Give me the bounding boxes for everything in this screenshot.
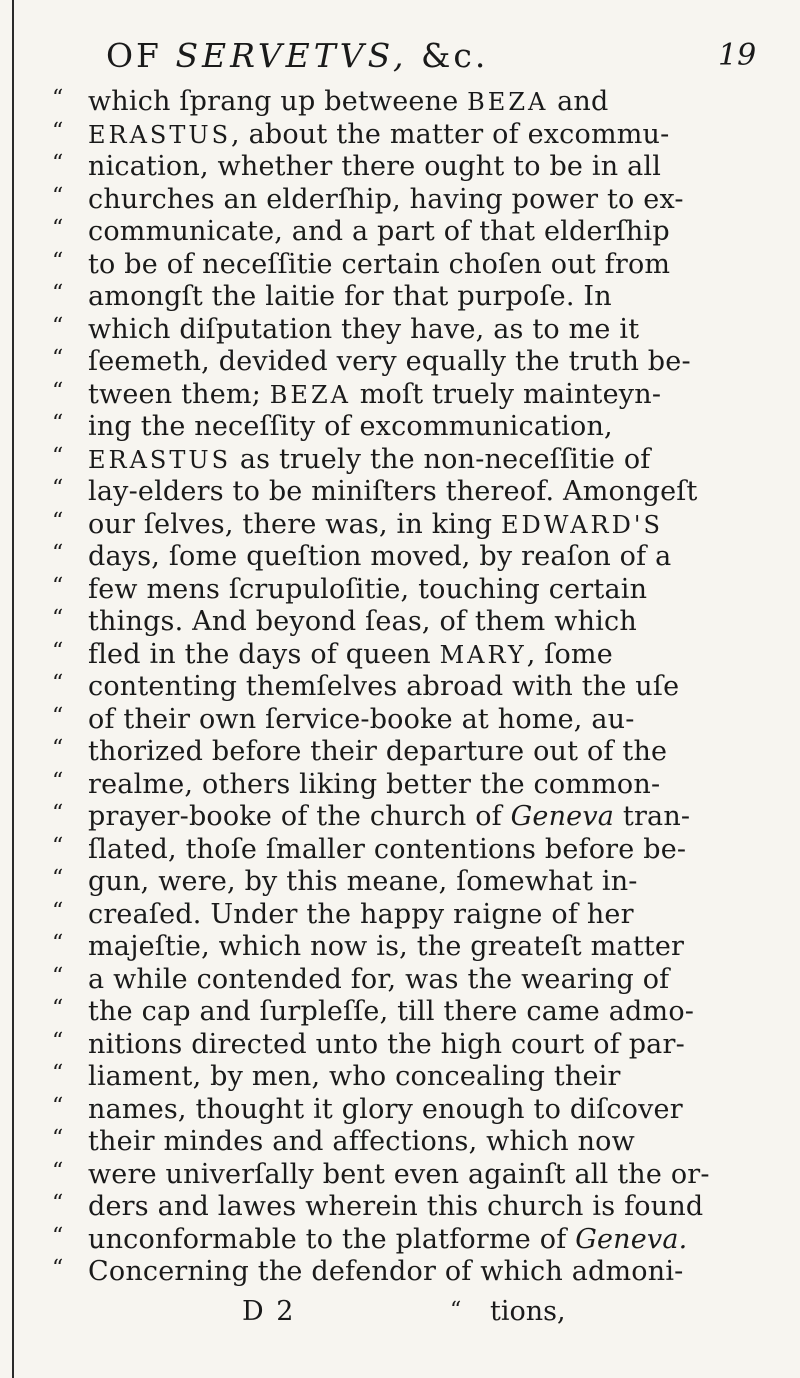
line-text bbox=[88, 866, 638, 897]
line-text bbox=[88, 314, 639, 345]
text-line bbox=[0, 184, 800, 218]
margin-quote-mark: “ bbox=[52, 541, 63, 566]
margin-quote-mark: “ bbox=[52, 151, 63, 176]
text-run: Concerning the defendor of which admoni- bbox=[88, 1256, 684, 1287]
text-line bbox=[0, 411, 800, 445]
line-text bbox=[88, 216, 670, 247]
line-text bbox=[88, 931, 684, 962]
text-run: prayer-booke of the church of bbox=[88, 801, 511, 832]
margin-quote-mark: “ bbox=[52, 736, 63, 761]
margin-quote-mark: “ bbox=[52, 313, 63, 339]
text-line bbox=[0, 216, 800, 250]
text-line bbox=[0, 866, 800, 900]
small-caps-name: MARY bbox=[439, 640, 527, 669]
margin-quote-mark: “ bbox=[52, 443, 63, 469]
text-line bbox=[0, 1159, 800, 1193]
running-header bbox=[100, 36, 800, 86]
text-run: few mens ſcrupuloſitie, touching certain bbox=[88, 573, 648, 605]
text-line bbox=[0, 606, 800, 640]
text-run: , ſome bbox=[526, 638, 613, 670]
margin-quote-mark: “ bbox=[52, 833, 63, 859]
margin-quote-mark: “ bbox=[52, 1256, 63, 1281]
text-line bbox=[0, 444, 800, 478]
line-text bbox=[88, 249, 670, 280]
line-text bbox=[88, 606, 637, 637]
line-text bbox=[88, 541, 671, 572]
text-run: communicate, and a part of that elderſhip bbox=[88, 216, 670, 247]
margin-quote-mark: “ bbox=[52, 963, 63, 989]
text-run: tran- bbox=[614, 801, 691, 832]
text-run: were univerſally bent even againſt all the or- bbox=[88, 1158, 710, 1190]
line-text bbox=[88, 1159, 710, 1190]
text-run: our ſelves, there was, in king bbox=[88, 508, 501, 540]
text-line bbox=[0, 1224, 800, 1258]
text-run: creaſed. Under the happy raigne of her bbox=[88, 898, 634, 930]
margin-quote-mark: “ bbox=[52, 573, 63, 599]
running-title bbox=[106, 36, 488, 75]
margin-quote-mark: “ bbox=[52, 183, 63, 209]
text-run: which ſprang up betweene bbox=[88, 86, 468, 117]
text-line bbox=[0, 476, 800, 510]
text-run: names, thought it glory enough to diſcover bbox=[88, 1093, 683, 1125]
margin-quote-mark: “ bbox=[52, 801, 63, 826]
text-line bbox=[0, 899, 800, 933]
small-caps-name: BEZA bbox=[269, 380, 351, 409]
margin-quote-mark: “ bbox=[52, 86, 63, 111]
line-text bbox=[88, 1256, 684, 1287]
margin-quote-mark: “ bbox=[52, 1061, 63, 1086]
margin-quote-mark: “ bbox=[52, 1191, 63, 1216]
margin-quote-mark: “ bbox=[52, 931, 63, 956]
margin-quote-mark: “ bbox=[52, 1158, 63, 1184]
small-caps-name: EDWARD'S bbox=[500, 510, 663, 539]
margin-quote-mark: “ bbox=[52, 216, 63, 241]
text-run: amongſt the laitie for that purpoſe. In bbox=[88, 281, 612, 312]
small-caps-name: ERASTUS bbox=[88, 120, 232, 149]
margin-quote-mark: “ bbox=[52, 411, 63, 436]
line-text bbox=[88, 834, 686, 865]
text-run: tween them; bbox=[88, 378, 270, 410]
text-run: ſlated, thoſe ſmaller contentions before be- bbox=[88, 833, 687, 865]
margin-quote-mark: “ bbox=[52, 508, 63, 534]
margin-quote-mark: “ bbox=[52, 1093, 63, 1119]
text-run: moſt truely mainteyn- bbox=[350, 378, 662, 410]
text-line bbox=[0, 834, 800, 868]
line-text bbox=[88, 1126, 635, 1157]
line-text bbox=[88, 119, 669, 150]
line-text bbox=[88, 801, 690, 832]
text-run: ſeemeth, devided very equally the truth be- bbox=[88, 346, 691, 377]
line-text bbox=[88, 1061, 621, 1092]
text-line bbox=[0, 119, 800, 153]
text-line bbox=[0, 931, 800, 965]
margin-quote-mark: “ bbox=[52, 378, 63, 404]
header-title: SERVETVS, bbox=[175, 36, 408, 75]
text-line bbox=[0, 379, 800, 413]
line-text bbox=[88, 476, 698, 507]
margin-quote-mark: “ bbox=[52, 703, 63, 729]
text-run: which diſputation they have, as to me it bbox=[88, 313, 640, 345]
line-text bbox=[88, 509, 663, 540]
page-footer bbox=[0, 1296, 800, 1336]
text-line bbox=[0, 1256, 800, 1290]
text-line bbox=[0, 281, 800, 315]
header-etc: &c. bbox=[421, 36, 489, 75]
text-run: of their own ſervice-booke at home, au- bbox=[88, 703, 635, 735]
text-run: thorized before their departure out of the bbox=[88, 736, 668, 767]
line-text bbox=[88, 574, 647, 605]
text-run: majeſtie, which now is, the greateſt matter bbox=[88, 931, 685, 962]
line-text bbox=[88, 639, 613, 670]
line-text bbox=[88, 184, 684, 215]
margin-quote-mark: “ bbox=[52, 1223, 63, 1249]
margin-quote-mark: “ bbox=[52, 996, 63, 1021]
text-line bbox=[0, 249, 800, 283]
text-run: as truely the non-neceſſitie of bbox=[231, 443, 651, 475]
text-line bbox=[0, 1061, 800, 1095]
line-text bbox=[88, 996, 694, 1027]
text-line bbox=[0, 86, 800, 120]
text-run: ders and lawes wherein this church is found bbox=[88, 1191, 704, 1222]
catchword: tions, bbox=[490, 1296, 566, 1327]
text-line bbox=[0, 964, 800, 998]
text-line bbox=[0, 1191, 800, 1225]
italic-word: Geneva bbox=[510, 801, 615, 832]
text-line bbox=[0, 769, 800, 803]
line-text bbox=[88, 346, 691, 377]
text-run: the cap and ſurpleſſe, till there came admo- bbox=[88, 996, 695, 1027]
text-run: nication, whether there ought to be in all bbox=[88, 151, 662, 182]
line-text bbox=[88, 151, 661, 182]
line-text bbox=[88, 379, 661, 410]
margin-quote-mark: “ bbox=[52, 248, 63, 274]
margin-quote-mark: “ bbox=[52, 118, 63, 144]
line-text bbox=[88, 736, 667, 767]
text-line bbox=[0, 671, 800, 705]
margin-quote-mark: “ bbox=[52, 606, 63, 631]
text-run: ing the neceſſity of excommunication, bbox=[88, 411, 613, 442]
text-run: things. And beyond ſeas, of them which bbox=[88, 606, 637, 637]
margin-quote-mark: “ bbox=[52, 638, 63, 664]
small-caps-name: ERASTUS bbox=[88, 445, 232, 474]
text-run: liament, by men, who concealing their bbox=[88, 1061, 621, 1092]
line-text bbox=[88, 899, 634, 930]
text-line bbox=[0, 1029, 800, 1063]
line-text bbox=[88, 411, 613, 442]
text-line bbox=[0, 704, 800, 738]
line-text bbox=[88, 281, 612, 312]
text-run: their mindes and affections, which now bbox=[88, 1126, 635, 1157]
small-caps-name: BEZA bbox=[467, 88, 549, 116]
margin-quote-mark: “ bbox=[52, 1028, 63, 1054]
line-text bbox=[88, 1224, 687, 1255]
line-text bbox=[88, 1094, 683, 1125]
header-of: OF bbox=[106, 36, 162, 75]
text-line bbox=[0, 151, 800, 185]
margin-quote-mark: “ bbox=[52, 346, 63, 371]
text-line bbox=[0, 1094, 800, 1128]
margin-quote-mark: “ bbox=[52, 866, 63, 891]
text-run: a while contended for, was the wearing of bbox=[88, 963, 670, 995]
text-line bbox=[0, 509, 800, 543]
margin-quote-mark: “ bbox=[52, 281, 63, 306]
text-run: gun, were, by this meane, ſomewhat in- bbox=[88, 866, 638, 897]
text-run: realme, others liking better the common- bbox=[88, 768, 661, 800]
margin-quote-mark: “ bbox=[52, 898, 63, 924]
line-text bbox=[88, 671, 679, 702]
margin-quote-mark: “ bbox=[52, 476, 63, 501]
margin-quote-mark: “ bbox=[52, 1126, 63, 1151]
text-run: fled in the days of queen bbox=[88, 638, 440, 670]
line-text bbox=[88, 964, 669, 995]
line-text bbox=[88, 444, 651, 475]
text-line bbox=[0, 996, 800, 1030]
text-run: contenting themſelves abroad with the uſe bbox=[88, 671, 680, 702]
line-text bbox=[88, 86, 608, 117]
text-run: churches an elderſhip, having power to ex- bbox=[88, 183, 684, 215]
line-text bbox=[88, 769, 660, 800]
margin-quote-mark: “ bbox=[52, 671, 63, 696]
text-line bbox=[0, 639, 800, 673]
margin-quote-mark: “ bbox=[52, 768, 63, 794]
text-run: , about the matter of excommu- bbox=[231, 118, 670, 150]
text-line bbox=[0, 346, 800, 380]
line-text bbox=[88, 704, 635, 735]
text-run: days, ſome queſtion moved, by reaſon of a bbox=[88, 541, 672, 572]
page-number: 19 bbox=[718, 38, 757, 73]
text-run: unconformable to the platforme of bbox=[88, 1223, 576, 1255]
catchword-quote-mark: “ bbox=[450, 1298, 462, 1323]
text-line bbox=[0, 314, 800, 348]
text-run: lay-elders to be miniſters thereof. Amongeſt bbox=[88, 476, 698, 507]
text-run: and bbox=[548, 86, 609, 117]
text-line bbox=[0, 1126, 800, 1160]
text-line bbox=[0, 541, 800, 575]
line-text bbox=[88, 1029, 685, 1060]
signature-mark: D 2 bbox=[242, 1296, 296, 1327]
italic-word: Geneva. bbox=[575, 1223, 688, 1255]
text-run: to be of neceſſitie certain choſen out from bbox=[88, 248, 671, 280]
text-run: nitions directed unto the high court of par- bbox=[88, 1028, 685, 1060]
text-line bbox=[0, 574, 800, 608]
text-line bbox=[0, 736, 800, 770]
text-line bbox=[0, 801, 800, 835]
line-text bbox=[88, 1191, 703, 1222]
